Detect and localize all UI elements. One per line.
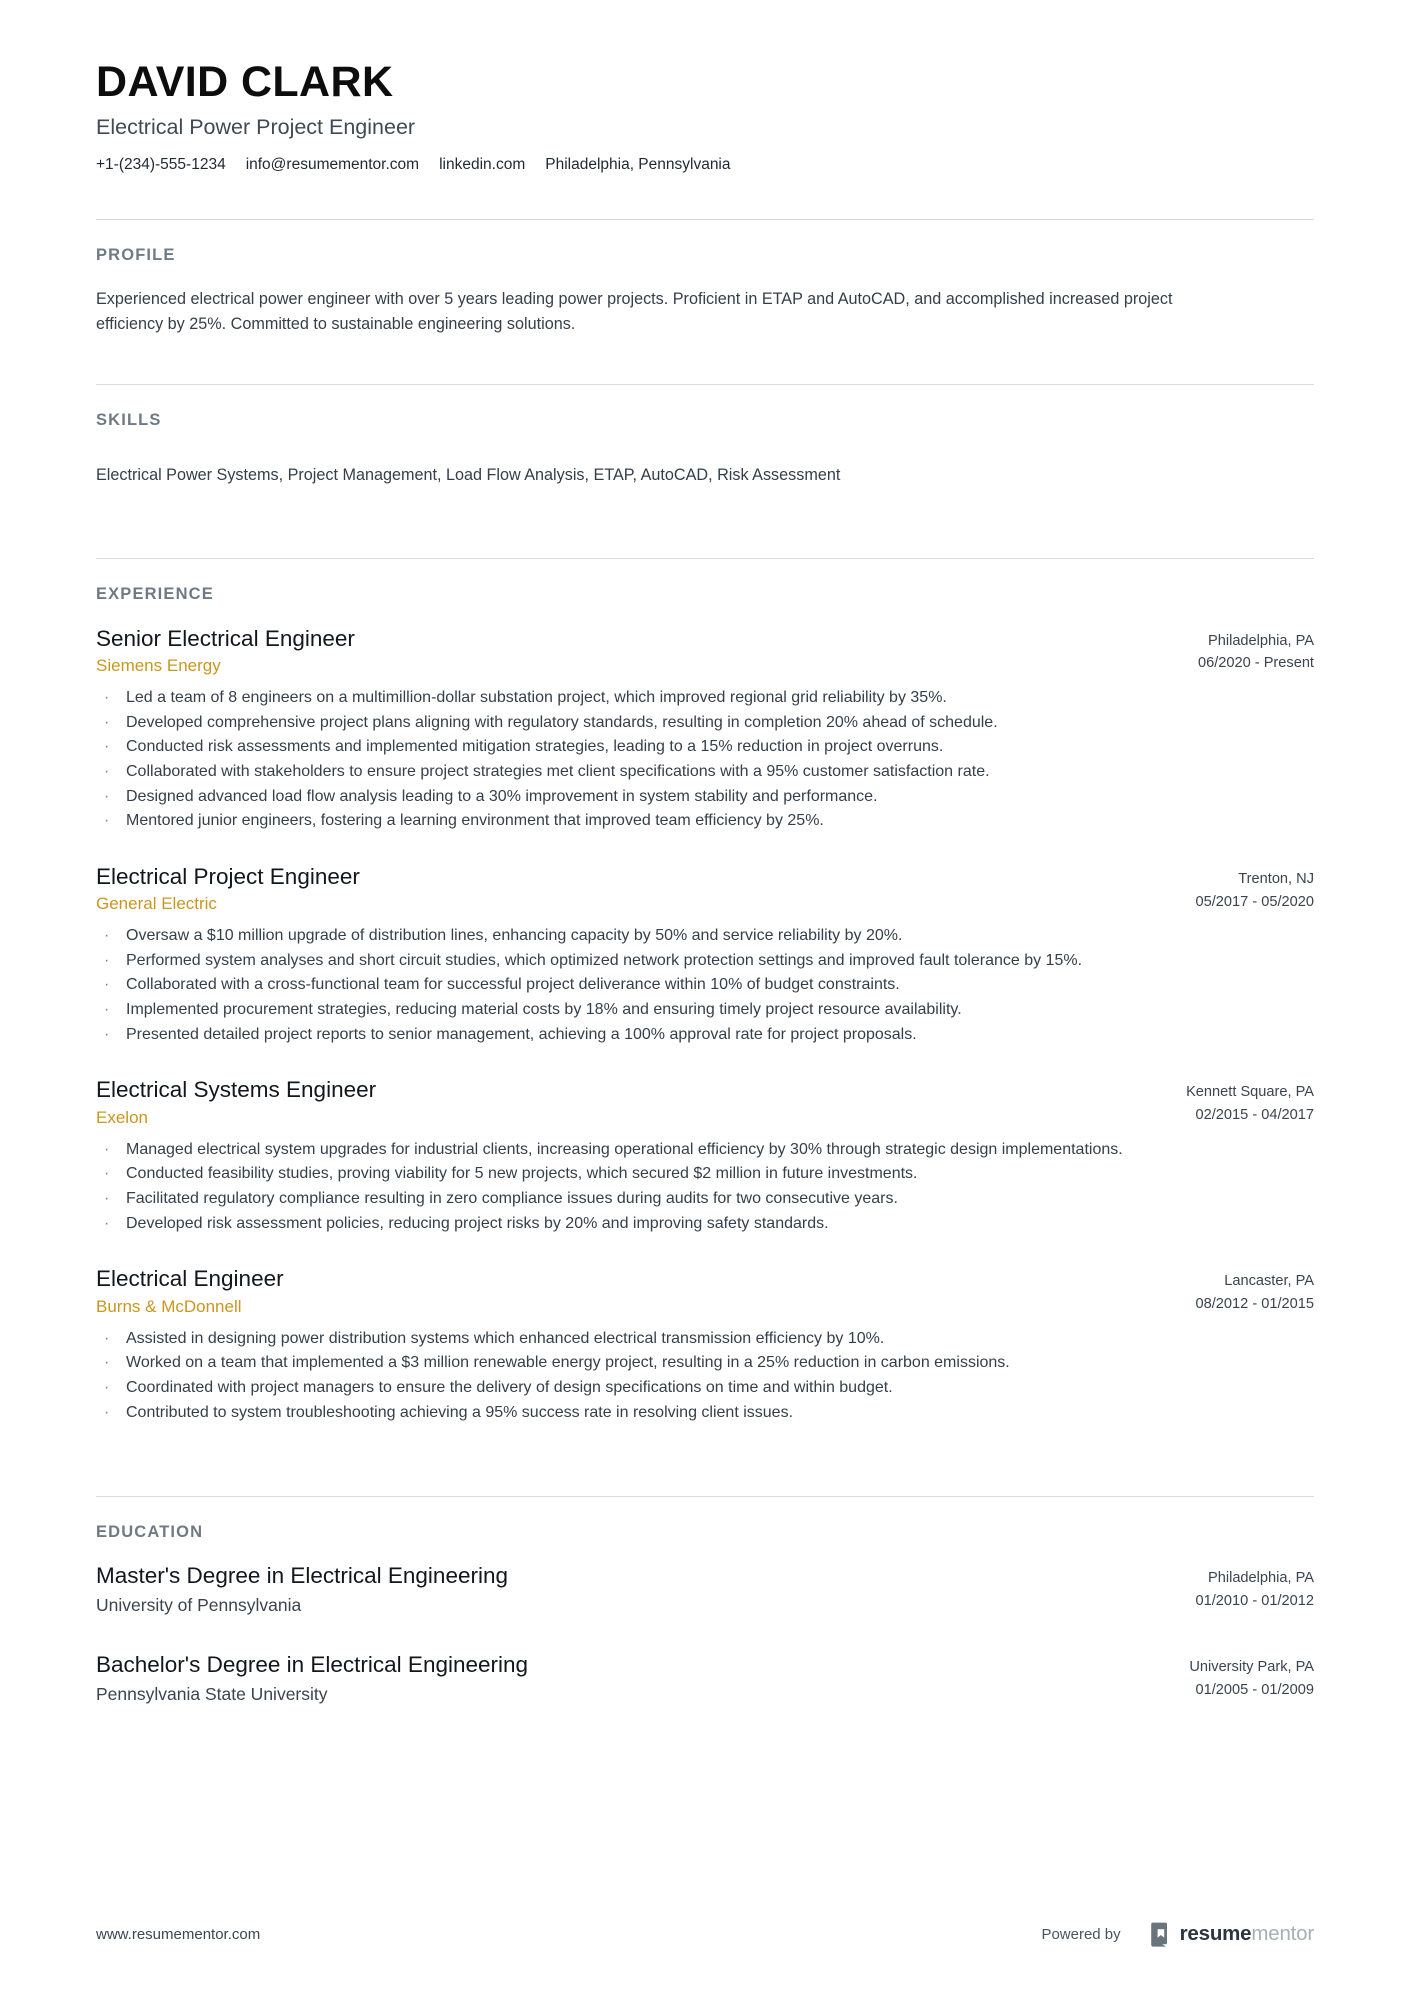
section-divider-education: [96, 1496, 1314, 1497]
job-bullet-text: Assisted in designing power distribution systems which enhanced electrical transmission efficiency by 10%.: [126, 1329, 885, 1347]
job-location: Kennett Square, PA: [1186, 1084, 1314, 1101]
job-title: Electrical Project Engineer: [96, 863, 360, 889]
job-bullet: [96, 1351, 1311, 1375]
job-dates: 05/2017 - 05/2020: [1195, 893, 1314, 910]
school-location: University Park, PA: [1189, 1659, 1314, 1676]
bullet-dot-icon: ·: [104, 812, 110, 830]
contact-row: [96, 155, 1314, 175]
job-bullet: [96, 973, 1311, 997]
experience-entry-left: [96, 1076, 1160, 1128]
job-bullet-text: Performed system analyses and short circuit studies, which optimized network protection settings and improved fault tolerance by 15%.: [126, 951, 1083, 969]
education-entry-left: [96, 1562, 1170, 1617]
job-bullets: [96, 1327, 1314, 1425]
section-title-education: EDUCATION: [96, 1523, 204, 1542]
section-experience: [96, 558, 1314, 1425]
bullet-dot-icon: ·: [104, 976, 110, 994]
brand-text-light: mentor: [1251, 1921, 1314, 1945]
job-bullet: [96, 760, 1311, 784]
experience-entry-left: [96, 1265, 1170, 1317]
education-entry-left: [96, 1651, 1163, 1706]
contact-phone: +1-(234)-555-1234: [96, 155, 226, 173]
bullet-dot-icon: ·: [104, 951, 110, 969]
job-bullets: [96, 924, 1314, 1046]
experience-entry-left: [96, 863, 1170, 915]
contact-email[interactable]: info@resumementor.com: [245, 155, 420, 173]
school-dates: 01/2010 - 01/2012: [1195, 1592, 1314, 1609]
experience-entry-header: [96, 863, 1314, 915]
bullet-dot-icon: ·: [104, 738, 110, 756]
education-entry-header: [96, 1651, 1314, 1706]
job-bullet-text: Managed electrical system upgrades for industrial clients, increasing operational efficiency by 30% through strategic design implementations.: [126, 1140, 1123, 1158]
footer-website-url[interactable]: www.resumementor.com: [96, 1925, 261, 1943]
job-bullet-text: Coordinated with project managers to ensure the delivery of design specifications on time and within budget.: [126, 1378, 893, 1396]
job-bullet: [96, 711, 1311, 735]
page-footer: [0, 1873, 1410, 1995]
section-title-experience: EXPERIENCE: [96, 584, 214, 603]
bullet-dot-icon: ·: [104, 927, 110, 945]
job-bullet: [96, 1376, 1311, 1400]
company-name: General Electric: [96, 894, 217, 914]
experience-entry: [96, 1076, 1314, 1235]
section-education: [96, 1496, 1314, 1706]
job-dates: 06/2020 - Present: [1197, 655, 1314, 672]
job-title: Senior Electrical Engineer: [96, 625, 355, 651]
experience-entry-header: [96, 625, 1314, 677]
bullet-dot-icon: ·: [104, 762, 110, 780]
job-bullet-text: Oversaw a $10 million upgrade of distribution lines, enhancing capacity by 50% and service reliability by 20%.: [126, 927, 903, 945]
school-name: University of Pennsylvania: [96, 1595, 302, 1616]
job-bullets: [96, 686, 1314, 833]
experience-entry-meta: [1172, 625, 1314, 675]
experience-entry-left: [96, 625, 1172, 677]
bullet-dot-icon: ·: [104, 1025, 110, 1043]
job-bullet: [96, 735, 1311, 759]
job-bullet-text: Presented detailed project reports to senior management, achieving a 100% approval rate for project proposals.: [126, 1025, 917, 1043]
education-entry: [96, 1651, 1314, 1706]
section-divider-experience: [96, 558, 1314, 559]
degree-title: Master's Degree in Electrical Engineering: [96, 1563, 508, 1589]
education-entry-header: [96, 1562, 1314, 1617]
footer-branding: [1041, 1921, 1314, 1947]
bullet-dot-icon: ·: [104, 787, 110, 805]
job-location: Philadelphia, PA: [1207, 632, 1314, 649]
experience-entry-meta: [1170, 863, 1314, 913]
job-bullet-text: Conducted feasibility studies, proving viability for 5 new projects, which secured $2 million in future investments.: [126, 1165, 918, 1183]
brand-text: [1179, 1921, 1314, 1945]
education-entry: [96, 1562, 1314, 1617]
education-entry-meta: [1163, 1651, 1314, 1701]
job-bullet-text: Worked on a team that implemented a $3 million renewable energy project, resulting in a 25% reduction in carbon emissions.: [126, 1354, 1010, 1372]
job-bullet-text: Mentored junior engineers, fostering a learning environment that improved team efficiency by 25%.: [126, 812, 824, 830]
bullet-dot-icon: ·: [104, 688, 110, 706]
bullet-dot-icon: ·: [104, 1354, 110, 1372]
job-bullet: [96, 1327, 1311, 1351]
contact-linkedin[interactable]: linkedin.com: [439, 155, 526, 173]
bullet-dot-icon: ·: [104, 1001, 110, 1019]
job-bullet: [96, 1138, 1311, 1162]
section-profile: [96, 219, 1314, 336]
resumementor-logo: [1149, 1921, 1314, 1947]
job-bullet-text: Developed comprehensive project plans aligning with regulatory standards, resulting in completion 20% ahead of schedule.: [126, 713, 998, 731]
job-location: Trenton, NJ: [1238, 870, 1314, 887]
job-bullet-text: Collaborated with a cross-functional team for successful project deliverance within 10% of budget constraints.: [126, 976, 900, 994]
job-bullet: [96, 998, 1311, 1022]
contact-location: Philadelphia, Pennsylvania: [545, 155, 731, 173]
experience-entry: [96, 863, 1314, 1047]
section-divider-profile: [96, 219, 1314, 220]
degree-title: Bachelor's Degree in Electrical Engineering: [96, 1652, 529, 1678]
job-bullet: [96, 1401, 1311, 1425]
section-title-profile: PROFILE: [96, 246, 176, 265]
candidate-name: DAVID CLARK: [96, 58, 394, 106]
job-bullet: [96, 1187, 1311, 1211]
job-title: Electrical Engineer: [96, 1266, 284, 1292]
job-bullet-text: Designed advanced load flow analysis leading to a 30% improvement in system stability and performance.: [126, 787, 878, 805]
skills-list: Electrical Power Systems, Project Management, Load Flow Analysis, ETAP, AutoCAD, Risk Assessment: [96, 466, 841, 485]
job-bullet: [96, 686, 1311, 710]
school-location: Philadelphia, PA: [1207, 1570, 1314, 1587]
section-divider-skills: [96, 384, 1314, 385]
education-entry-meta: [1170, 1562, 1314, 1612]
experience-entry-header: [96, 1076, 1314, 1128]
job-bullet-text: Collaborated with stakeholders to ensure project strategies met client specifications with a 95% customer satisfaction rate.: [126, 762, 990, 780]
job-bullet-text: Developed risk assessment policies, reducing project risks by 20% and improving safety standards.: [126, 1214, 829, 1232]
job-bullet: [96, 1162, 1311, 1186]
company-name: Exelon: [96, 1107, 148, 1127]
document-bookmark-icon: [1149, 1921, 1173, 1947]
company-name: Burns & McDonnell: [96, 1296, 242, 1316]
job-title: Electrical Systems Engineer: [96, 1077, 377, 1103]
candidate-headline: Electrical Power Project Engineer: [96, 115, 416, 140]
bullet-dot-icon: ·: [104, 713, 110, 731]
bullet-dot-icon: ·: [104, 1214, 110, 1232]
job-bullet: [96, 949, 1311, 973]
bullet-dot-icon: ·: [104, 1165, 110, 1183]
section-skills: [96, 384, 1314, 487]
job-location: Lancaster, PA: [1224, 1273, 1314, 1290]
job-bullet-text: Facilitated regulatory compliance resulting in zero compliance issues during audits for two consecutive years.: [126, 1190, 898, 1208]
job-bullet: [96, 809, 1311, 833]
bullet-dot-icon: ·: [104, 1403, 110, 1421]
powered-by-label: Powered by: [1041, 1925, 1121, 1943]
job-dates: 08/2012 - 01/2015: [1195, 1295, 1314, 1312]
resume-header: [96, 58, 1314, 175]
brand-text-bold: resume: [1179, 1921, 1252, 1945]
school-dates: 01/2005 - 01/2009: [1195, 1681, 1314, 1698]
job-bullet-text: Implemented procurement strategies, reducing material costs by 18% and ensuring timely project resource availability.: [126, 1001, 962, 1019]
job-bullets: [96, 1138, 1314, 1236]
job-bullet-text: Contributed to system troubleshooting achieving a 95% success rate in resolving client issues.: [126, 1403, 794, 1421]
company-name: Siemens Energy: [96, 655, 221, 675]
job-bullet-text: Led a team of 8 engineers on a multimillion-dollar substation project, which improved regional grid reliability by 35%.: [126, 688, 947, 706]
bullet-dot-icon: ·: [104, 1329, 110, 1347]
job-bullet: [96, 924, 1311, 948]
job-dates: 02/2015 - 04/2017: [1195, 1107, 1314, 1124]
job-bullet: [96, 1023, 1311, 1047]
job-bullet: [96, 785, 1311, 809]
experience-entry: [96, 1265, 1314, 1424]
school-name: Pennsylvania State University: [96, 1684, 328, 1705]
experience-entry: [96, 625, 1314, 833]
job-bullet: [96, 1212, 1311, 1236]
experience-entry-header: [96, 1265, 1314, 1317]
experience-entry-meta: [1160, 1076, 1314, 1126]
bullet-dot-icon: ·: [104, 1190, 110, 1208]
profile-text: Experienced electrical power engineer with over 5 years leading power projects. Proficient in ETAP and AutoCAD, and accomplished increased project efficiency by 25%. Committed to sustainable engineering solutions.: [96, 290, 1173, 333]
job-bullet-text: Conducted risk assessments and implemented mitigation strategies, leading to a 15% reduction in project overruns.: [126, 738, 944, 756]
bullet-dot-icon: ·: [104, 1140, 110, 1158]
experience-entry-meta: [1170, 1265, 1314, 1315]
bullet-dot-icon: ·: [104, 1378, 110, 1396]
section-title-skills: SKILLS: [96, 411, 162, 430]
